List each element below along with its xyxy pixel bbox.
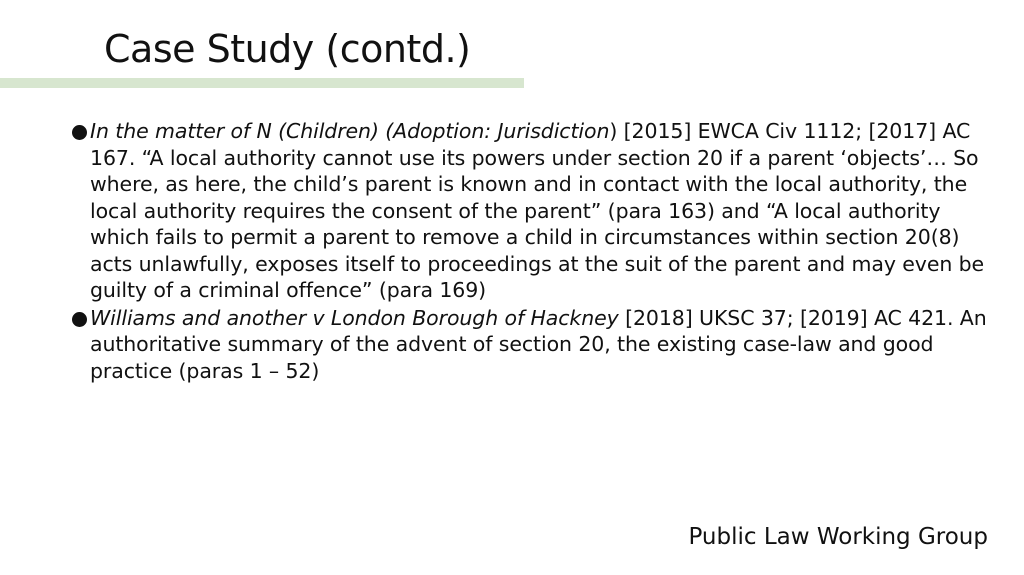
bullet-item-williams <box>72 305 987 385</box>
bullet-item-n-children <box>72 118 987 304</box>
title-underline-bar <box>0 78 524 88</box>
bullet-dot-icon <box>72 125 87 140</box>
bullet-dot-icon <box>72 312 87 327</box>
case-name: Williams and another v London Borough of Hackney <box>90 305 619 330</box>
bullet-list <box>72 118 987 385</box>
case-name: In the matter of N (Children) (Adoption: Jurisdiction <box>90 119 610 143</box>
footer-label: Public Law Working Group <box>688 524 988 550</box>
slide-title: Case Study (contd.) <box>104 27 471 71</box>
bullet-text: ) [2015] EWCA Civ 1112; [2017] AC 167. “A local authority cannot use its powers under section 20 if a parent ‘objects’… So where, as here, the child’s parent is known and in contact with the local authority, the local authority requires the consent of the parent” (para 163) and “A local authority which fails to permit a parent to remove a child in circumstances within section 20(8) acts unlawfully, exposes itself to proceedings at the suit of the parent and may even be guilty of a criminal offence” (para 169) <box>90 119 985 302</box>
bullet-text: [2018] UKSC 37; [2019] AC 421. An authoritative summary of the advent of section 20, the existing case-law and good practice (paras 1 – 52) <box>90 305 987 383</box>
